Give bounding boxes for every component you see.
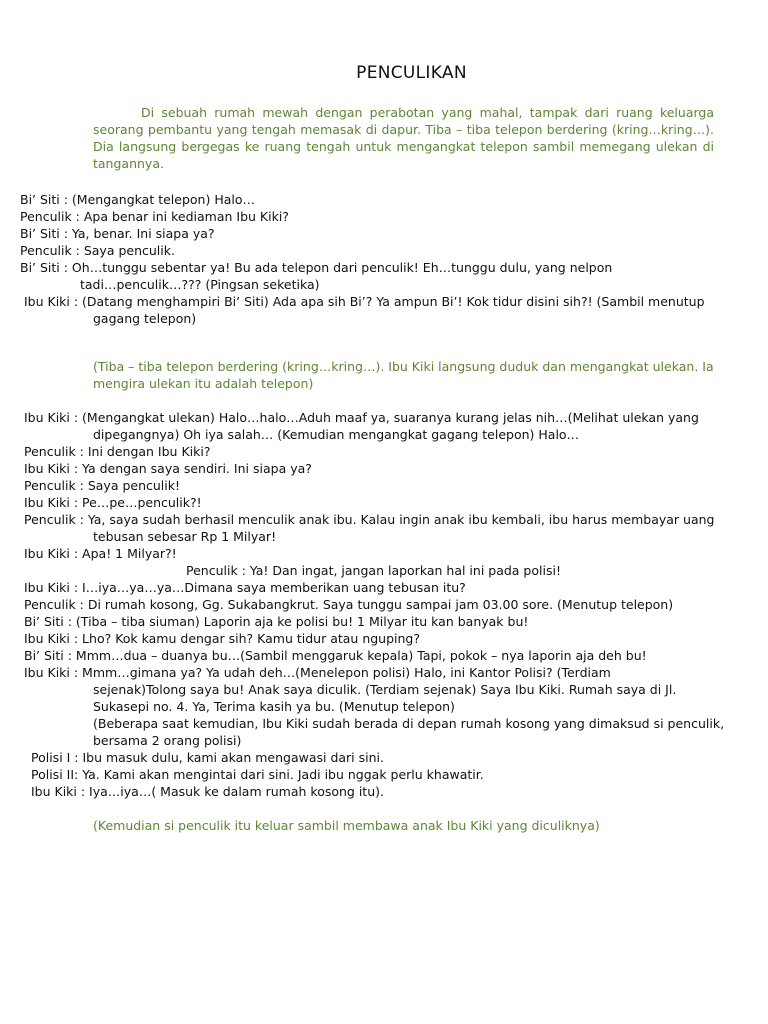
dialogue-line: Penculik : Ini dengan Ibu Kiki? [24, 444, 211, 459]
intro-narration [93, 104, 714, 172]
dialogue-line: Polisi I : Ibu masuk dulu, kami akan mengawasi dari sini. [31, 750, 384, 765]
stage-direction: (Tiba – tiba telepon berdering (kring…kring…). Ibu Kiki langsung duduk dan mengangkat ulekan. Ia mengira ulekan itu adalah telepon) [93, 359, 714, 391]
dialogue-line: Penculik : Ya! Dan ingat, jangan laporkan hal ini pada polisi! [186, 563, 561, 578]
dialogue-line: Ibu Kiki : (Datang menghampiri Bi’ Siti) Ada apa sih Bi’? Ya ampun Bi’! Kok tidur disini sih?! (Sambil menutup [24, 294, 705, 309]
dialogue-continuation: dipegangnya) Oh iya salah… (Kemudian mengangkat gagang telepon) Halo… [93, 427, 580, 442]
dialogue-line: Ibu Kiki : Ya dengan saya sendiri. Ini siapa ya? [24, 461, 312, 476]
dialogue-line: Penculik : Apa benar ini kediaman Ibu Kiki? [20, 209, 289, 224]
dialogue-continuation: gagang telepon) [93, 311, 197, 326]
dialogue-line: Bi’ Siti : Oh…tunggu sebentar ya! Bu ada telepon dari penculik! Eh…tunggu dulu, yang nelpon [20, 260, 613, 275]
intro-narration-text: Di sebuah rumah mewah dengan perabotan yang mahal, tampak dari ruang keluarga seorang pembantu yang tengah memasak di dapur. Tiba – tiba telepon berdering (kring…kring…). Dia langsung bergegas ke ruang tengah untuk mengangkat telepon sambil memegang ulekan di tangannya. [93, 105, 714, 171]
dialogue-continuation: (Beberapa saat kemudian, Ibu Kiki sudah berada di depan rumah kosong yang dimaksud si penculik, [93, 716, 725, 731]
dialogue-line: Ibu Kiki : Pe…pe…penculik?! [24, 495, 202, 510]
closing-stage-direction: (Kemudian si penculik itu keluar sambil membawa anak Ibu Kiki yang diculiknya) [93, 818, 600, 833]
dialogue-line: Bi’ Siti : (Mengangkat telepon) Halo… [20, 192, 256, 207]
dialogue-continuation: bersama 2 orang polisi) [93, 733, 242, 748]
dialogue-continuation: Sukasepi no. 4. Ya, Terima kasih ya bu. (Menutup telepon) [93, 699, 455, 714]
dialogue-line: Ibu Kiki : Lho? Kok kamu dengar sih? Kamu tidur atau nguping? [24, 631, 421, 646]
dialogue-line: Bi’ Siti : Mmm…dua – duanya bu…(Sambil menggaruk kepala) Tapi, pokok – nya laporin aja deh bu! [24, 648, 647, 663]
dialogue-line: Penculik : Ya, saya sudah berhasil menculik anak ibu. Kalau ingin anak ibu kembali, ibu harus membayar uang [24, 512, 715, 527]
dialogue-line: Ibu Kiki : Mmm…gimana ya? Ya udah deh…(Menelepon polisi) Halo, ini Kantor Polisi? (Terdiam [24, 665, 611, 680]
dialogue-line: Ibu Kiki : I…iya…ya…ya…Dimana saya memberikan uang tebusan itu? [24, 580, 466, 595]
dialogue-line: Penculik : Di rumah kosong, Gg. Sukabangkrut. Saya tunggu sampai jam 03.00 sore. (Menutup telepon) [24, 597, 674, 612]
dialogue-line: Polisi II: Ya. Kami akan mengintai dari sini. Jadi ibu nggak perlu khawatir. [31, 767, 484, 782]
dialogue-line: Bi’ Siti : Ya, benar. Ini siapa ya? [20, 226, 215, 241]
dialogue-line: Ibu Kiki : Iya…iya…( Masuk ke dalam rumah kosong itu). [31, 784, 384, 799]
dialogue-continuation: tebusan sebesar Rp 1 Milyar! [93, 529, 277, 544]
dialogue-line: Bi’ Siti : (Tiba – tiba siuman) Laporin aja ke polisi bu! 1 Milyar itu kan banyak bu! [24, 614, 529, 629]
dialogue-continuation: sejenak)Tolong saya bu! Anak saya diculik. (Terdiam sejenak) Saya Ibu Kiki. Rumah saya di Jl. [93, 682, 677, 697]
dialogue-line: Penculik : Saya penculik! [24, 478, 181, 493]
page-title: PENCULIKAN [356, 63, 467, 83]
dialogue-line: Ibu Kiki : (Mengangkat ulekan) Halo…halo…Aduh maaf ya, suaranya kurang jelas nih…(Melihat ulekan yang [24, 410, 699, 425]
dialogue-continuation: tadi…penculik…??? (Pingsan seketika) [80, 277, 320, 292]
dialogue-line: Ibu Kiki : Apa! 1 Milyar?! [24, 546, 177, 561]
dialogue-line: Penculik : Saya penculik. [20, 243, 175, 258]
